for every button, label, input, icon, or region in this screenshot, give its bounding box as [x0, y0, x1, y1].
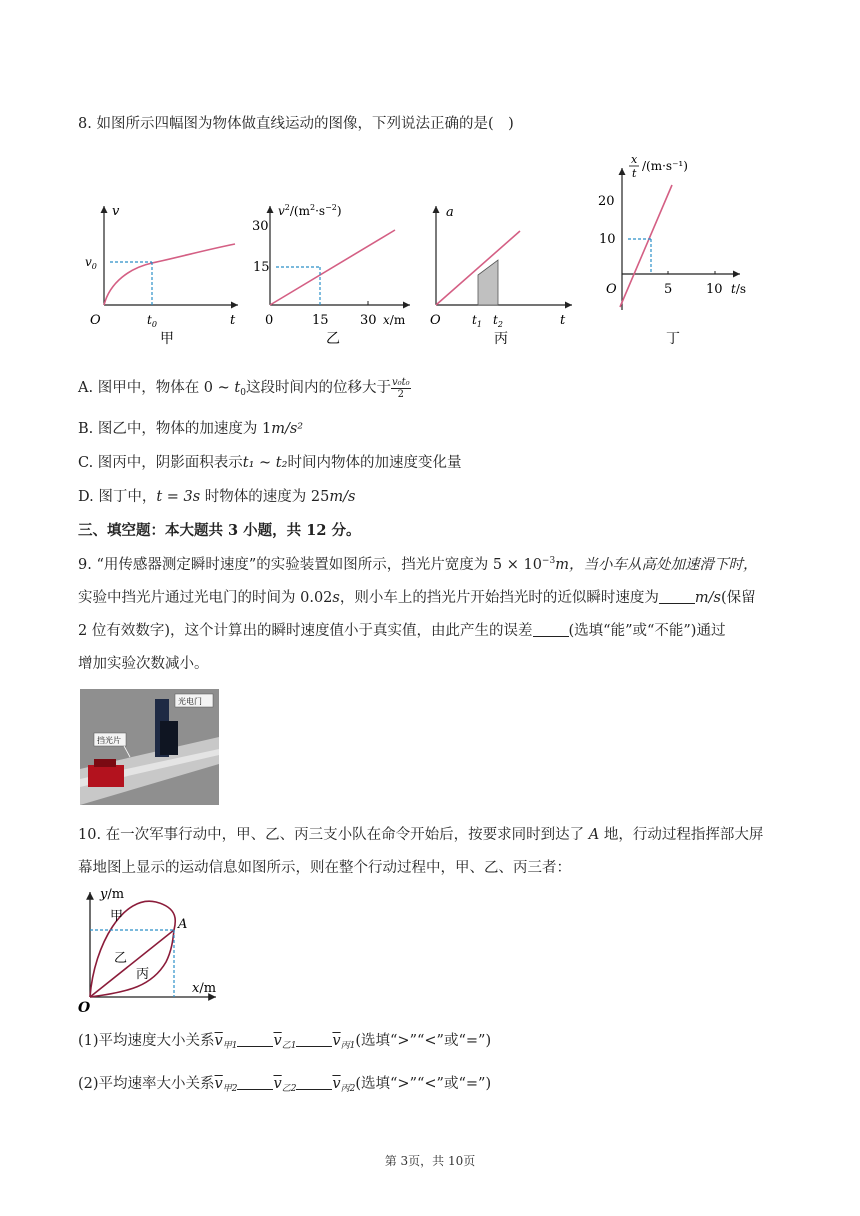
q10-label-bing: 丙 — [136, 967, 150, 982]
q10-line-2: 幕地图上显示的运动信息如图所示，则在整个行动过程中，甲、乙、丙三者： — [78, 860, 571, 876]
bing-t2-label: $t_2$ — [493, 313, 503, 329]
q9-answer-blank-1[interactable] — [659, 589, 695, 604]
q8-figures — [80, 150, 770, 355]
yi-x-label: x/m — [383, 313, 406, 327]
page-footer: 第 3页，共 10页 — [384, 1154, 476, 1168]
jia-x-label: t — [230, 313, 236, 328]
q9-line-1: 9. “用传感器测定瞬时速度”的实验装置如图所示，挡光片宽度为 $5 \times 10^{-3}m$，当小车从高处加速滑下时， — [78, 556, 758, 573]
ding-tick-y10: 10 — [599, 232, 616, 247]
bing-shaded-area — [478, 260, 498, 305]
jia-y-label: v — [112, 204, 120, 219]
q9-answer-blank-2[interactable] — [533, 622, 569, 637]
yi-origin: 0 — [265, 313, 274, 328]
ding-origin: O — [606, 282, 617, 297]
q10-y-label: y/m — [100, 887, 125, 902]
yi-tick-y30: 30 — [252, 219, 269, 234]
q10-origin: O — [78, 1000, 91, 1016]
jia-v0-label: $v_0$ — [85, 255, 97, 271]
q9-line-4: 增加实验次数减小。 — [78, 656, 209, 672]
ding-y-label: /(m·s⁻¹) — [642, 159, 688, 173]
path-yi — [90, 930, 174, 997]
q9-line-3: 2 位有效数字)，这个计算出的瞬时速度值小于真实值，由此产生的误差 (选填“能”或“不能”)通过 — [78, 623, 726, 639]
q10-blank-1b[interactable] — [296, 1032, 332, 1047]
ding-x-label: t/s — [731, 282, 747, 296]
jia-origin: O — [90, 313, 101, 328]
photo-label-plate: 挡光片 — [97, 736, 121, 745]
cart-icon — [88, 765, 124, 787]
yi-caption: 乙 — [326, 331, 340, 347]
graph-yi — [252, 203, 410, 347]
q10-line-1: 10. 在一次军事行动中，甲、乙、丙三支小队在命令开始后，按要求同时到达了 A 地，行动过程指挥部大屏 — [78, 827, 764, 843]
q8-option-d: D. 图丁中，t = 3s 时物体的速度为 25m/s — [78, 489, 356, 505]
q10-x-label: x/m — [192, 981, 217, 996]
q10-sub-1: (1)平均速度大小关系$\overline{v}_{甲1}$ $\overline{v}_{乙1}$ $\overline{v}_{丙1}$(选填“>”“<”或“=”) — [78, 1033, 492, 1051]
graph-ding — [598, 153, 746, 347]
q10-label-jia: 甲 — [110, 909, 124, 924]
bing-t1-label: $t_1$ — [472, 313, 482, 329]
ding-frac-den: t — [632, 167, 637, 180]
q10-blank-2b[interactable] — [296, 1075, 332, 1090]
ding-tick-x10: 10 — [706, 282, 723, 297]
section-heading: 三、填空题：本大题共 3 小题，共 12 分。 — [78, 522, 361, 539]
bing-origin: O — [430, 313, 441, 328]
bing-caption: 丙 — [494, 331, 508, 347]
experiment-photo — [80, 689, 219, 805]
q8-stem: 8. 如图所示四幅图为物体做直线运动的图像，下列说法正确的是( ) — [78, 116, 514, 132]
graph-jia — [85, 204, 238, 347]
jia-caption: 甲 — [160, 331, 174, 347]
yi-tick-x30: 30 — [360, 313, 377, 328]
q9-line-2: 实验中挡光片通过光电门的时间为 0.02s，则小车上的挡光片开始挡光时的近似瞬时速度为 m/s(保留 — [78, 590, 756, 606]
q10-label-yi: 乙 — [114, 951, 128, 966]
yi-tick-y15: 15 — [253, 260, 270, 275]
q10-blank-1a[interactable] — [237, 1032, 273, 1047]
q10-point-a: A — [178, 917, 188, 932]
q8-option-c: C. 图丙中，阴影面积表示t₁ ~ t₂时间内物体的加速度变化量 — [78, 455, 462, 471]
yi-y-label: $v^2/(m^2\cdot s^{-2})$ — [278, 203, 342, 218]
option-a-frac-num: v₀t₀ — [391, 376, 410, 388]
q8-option-a: A. 图甲中，物体在 0 ~ $t_0$这段时间内的位移大于 $\frac{\text{v₀t₀}}{2}$ — [78, 376, 410, 400]
option-a-frac-den: 2 — [397, 388, 404, 400]
jia-curve — [104, 244, 235, 305]
ding-caption: 丁 — [666, 331, 680, 347]
q10-graph — [74, 884, 234, 1016]
bing-x-label: t — [560, 313, 566, 328]
ding-tick-y20: 20 — [598, 194, 615, 209]
graph-bing — [430, 205, 572, 347]
bing-y-label: a — [446, 205, 454, 220]
photo-label-gate: 光电门 — [178, 697, 202, 706]
q8-option-b: B. 图乙中，物体的加速度为 1m/s² — [78, 421, 304, 437]
q10-sub-2: (2)平均速率大小关系$\overline{v}_{甲2}$ $\overline{v}_{乙2}$ $\overline{v}_{丙2}$(选填“>”“<”或“=”) — [78, 1076, 492, 1094]
path-jia — [90, 901, 175, 997]
jia-t0-label: $t_0$ — [147, 313, 157, 329]
yi-tick-x15: 15 — [312, 313, 329, 328]
ding-frac-num: x — [631, 153, 638, 166]
ding-tick-x5: 5 — [664, 282, 673, 297]
q10-blank-2a[interactable] — [237, 1075, 273, 1090]
